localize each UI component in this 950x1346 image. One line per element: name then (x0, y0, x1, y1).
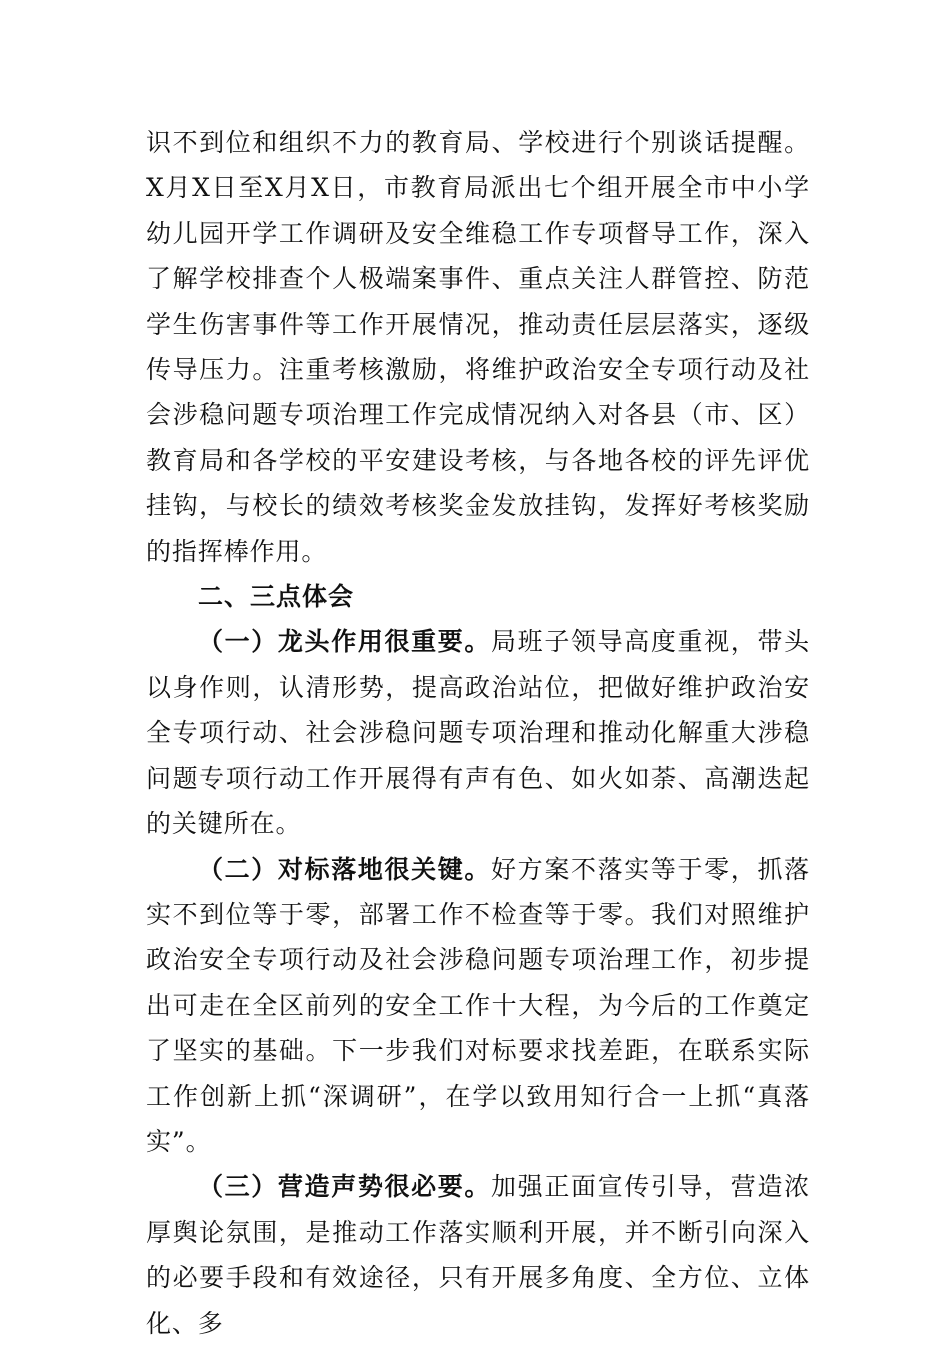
item-3-lead: （三）营造声势很必要。 (198, 1172, 492, 1202)
document-body (146, 120, 810, 1346)
item-3-body: 加强正面宣传引导，营造浓厚舆论氛围，是推动工作落实顺利开展，并不断引向深入的必要手段和有效途径，只有开展多角度、全方位、立体化、多 (146, 1172, 810, 1338)
item-2-body: 好方案不落实等于零，抓落实不到位等于零，部署工作不检查等于零。我们对照维护政治安全专项行动及社会涉稳问题专项治理工作，初步提出可走在全区前列的安全工作十大程，为今后的工作奠定了坚实的基础。下一步我们对标要求找差距，在联系实际工作创新上抓“深调研”，在学以致用知行合一上抓“真落实”。 (146, 854, 810, 1156)
paragraph-continuation: 识不到位和组织不力的教育局、学校进行个别谈话提醒。X月X日至X月X日，市教育局派出七个组开展全市中小学幼儿园开学工作调研及安全维稳工作专项督导工作，深入了解学校排查个人极端案事件、重点关注人群管控、防范学生伤害事件等工作开展情况，推动责任层层落实，逐级传导压力。注重考核激励，将维护政治安全专项行动及社会涉稳问题专项治理工作完成情况纳入对各县（市、区）教育局和各学校的平安建设考核，与各地各校的评先评优挂钩，与校长的绩效考核奖金发放挂钩，发挥好考核奖励的指挥棒作用。 (146, 128, 810, 566)
paragraph-item-2 (146, 847, 810, 1165)
item-1-lead: （一）龙头作用很重要。 (198, 627, 492, 657)
section-heading: 二、三点体会 (198, 582, 355, 612)
item-1-body: 局班子领导高度重视，带头以身作则，认清形势，提高政治站位，把做好维护政治安全专项行动、社会涉稳问题专项治理和推动化解重大涉稳问题专项行动工作开展得有声有色、如火如荼、高潮迭起的关键所在。 (146, 627, 810, 839)
paragraph-item-3 (146, 1164, 810, 1346)
item-2-lead: （二）对标落地很关键。 (198, 854, 492, 884)
paragraph-item-1 (146, 619, 810, 846)
